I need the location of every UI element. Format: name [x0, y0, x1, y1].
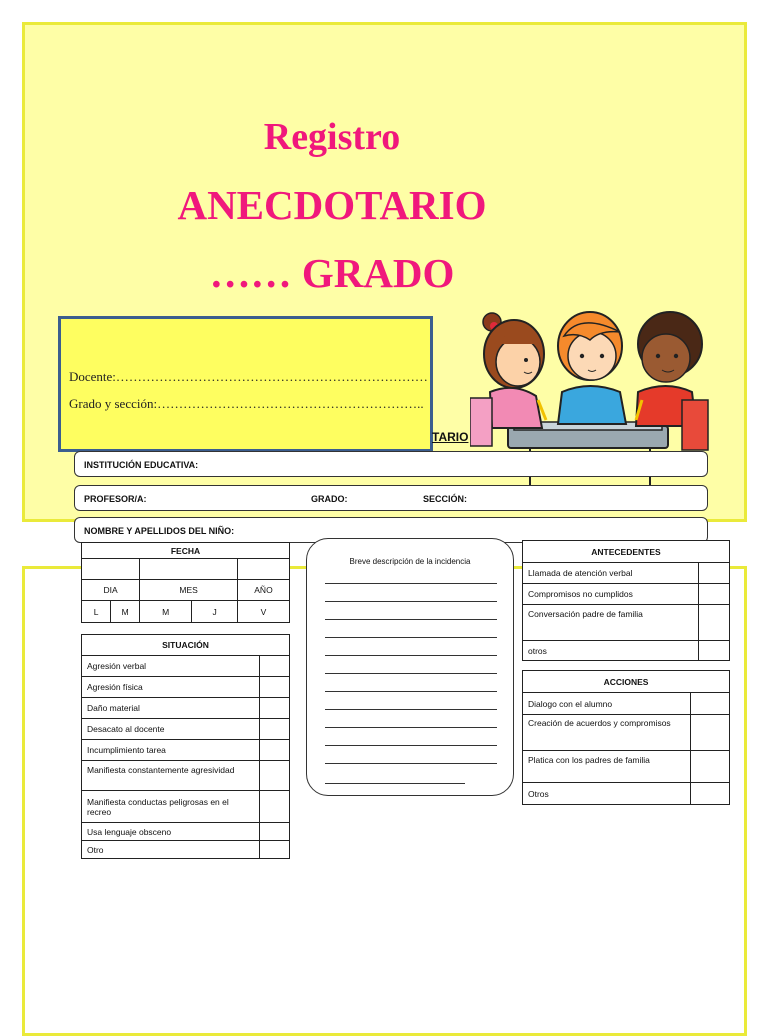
overlap-text: TARIO	[432, 430, 469, 444]
write-line[interactable]	[325, 583, 497, 584]
profesor-bar[interactable]	[74, 485, 708, 511]
institucion-bar[interactable]	[74, 451, 708, 477]
acciones-header: ACCIONES	[523, 671, 730, 693]
nombre-label: NOMBRE Y APELLIDOS DEL NIÑO:	[84, 526, 235, 536]
dia-label: DIA	[82, 580, 140, 601]
check-cell[interactable]	[691, 751, 730, 783]
check-cell[interactable]	[260, 656, 290, 677]
day-jueves[interactable]: J	[192, 601, 238, 623]
fecha-header: FECHA	[82, 543, 290, 559]
day-martes[interactable]: M	[111, 601, 140, 623]
situacion-item: Agresión verbal	[82, 656, 260, 677]
write-line[interactable]	[325, 783, 465, 784]
situacion-item: Usa lenguaje obsceno	[82, 823, 260, 841]
seccion-label: SECCIÓN:	[423, 494, 468, 504]
check-cell[interactable]	[260, 698, 290, 719]
antecedente-item: Conversación padre de familia	[523, 605, 699, 641]
teacher-info-box	[58, 316, 433, 452]
write-line[interactable]	[325, 691, 497, 692]
check-cell[interactable]	[260, 823, 290, 841]
accion-item: Creación de acuerdos y compromisos	[523, 715, 691, 751]
write-line[interactable]	[325, 655, 497, 656]
dia-cell[interactable]	[82, 559, 140, 580]
check-cell[interactable]	[699, 605, 730, 641]
situacion-item: Daño material	[82, 698, 260, 719]
check-cell[interactable]	[260, 719, 290, 740]
antecedente-item: otros	[523, 641, 699, 661]
title-registro: Registro	[263, 116, 401, 158]
accion-item: Otros	[523, 783, 691, 805]
day-viernes[interactable]: V	[237, 601, 289, 623]
mes-cell[interactable]	[140, 559, 238, 580]
write-line[interactable]	[325, 727, 497, 728]
check-cell[interactable]	[691, 783, 730, 805]
institucion-label: INSTITUCIÓN EDUCATIVA:	[84, 460, 199, 470]
docente-line: Docente:………………………………………………………………	[69, 369, 428, 384]
check-cell[interactable]	[260, 761, 290, 791]
title-anecdotario: ANECDOTARIO	[177, 182, 487, 228]
write-line[interactable]	[325, 637, 497, 638]
situacion-item: Otro	[82, 841, 260, 859]
grado-seccion-line: Grado y sección:……………………………………………………..	[69, 396, 424, 411]
antecedentes-table	[522, 540, 730, 661]
day-miercoles[interactable]: M	[140, 601, 192, 623]
anio-cell[interactable]	[237, 559, 289, 580]
situacion-item: Manifiesta constantemente agresividad	[82, 761, 260, 791]
check-cell[interactable]	[699, 584, 730, 605]
write-line[interactable]	[325, 673, 497, 674]
anio-label: AÑO	[237, 580, 289, 601]
write-line[interactable]	[325, 763, 497, 764]
antecedente-item: Llamada de atención verbal	[523, 563, 699, 584]
situacion-table	[81, 634, 290, 859]
situacion-item: Incumplimiento tarea	[82, 740, 260, 761]
title-grado: …… GRADO	[209, 250, 455, 296]
check-cell[interactable]	[699, 563, 730, 584]
situacion-item: Desacato al docente	[82, 719, 260, 740]
antecedentes-header: ANTECEDENTES	[523, 541, 730, 563]
descripcion-box[interactable]	[306, 538, 514, 796]
antecedente-item: Compromisos no cumplidos	[523, 584, 699, 605]
write-line[interactable]	[325, 619, 497, 620]
accion-item: Dialogo con el alumno	[523, 693, 691, 715]
check-cell[interactable]	[699, 641, 730, 661]
day-lunes[interactable]: L	[82, 601, 111, 623]
mes-label: MES	[140, 580, 238, 601]
check-cell[interactable]	[691, 693, 730, 715]
check-cell[interactable]	[260, 841, 290, 859]
profesor-label: PROFESOR/A:	[84, 494, 147, 504]
write-line[interactable]	[325, 601, 497, 602]
fecha-table	[81, 542, 290, 623]
write-line[interactable]	[325, 745, 497, 746]
situacion-item: Manifiesta conductas peligrosas en el recreo	[82, 791, 260, 823]
grado-label: GRADO:	[311, 494, 348, 504]
situacion-item: Agresión física	[82, 677, 260, 698]
descripcion-header: Breve descripción de la incidencia	[349, 557, 471, 566]
write-line[interactable]	[325, 709, 497, 710]
accion-item: Platica con los padres de familia	[523, 751, 691, 783]
check-cell[interactable]	[260, 791, 290, 823]
situacion-header: SITUACIÓN	[82, 635, 290, 656]
check-cell[interactable]	[260, 740, 290, 761]
check-cell[interactable]	[691, 715, 730, 751]
check-cell[interactable]	[260, 677, 290, 698]
acciones-table	[522, 670, 730, 805]
